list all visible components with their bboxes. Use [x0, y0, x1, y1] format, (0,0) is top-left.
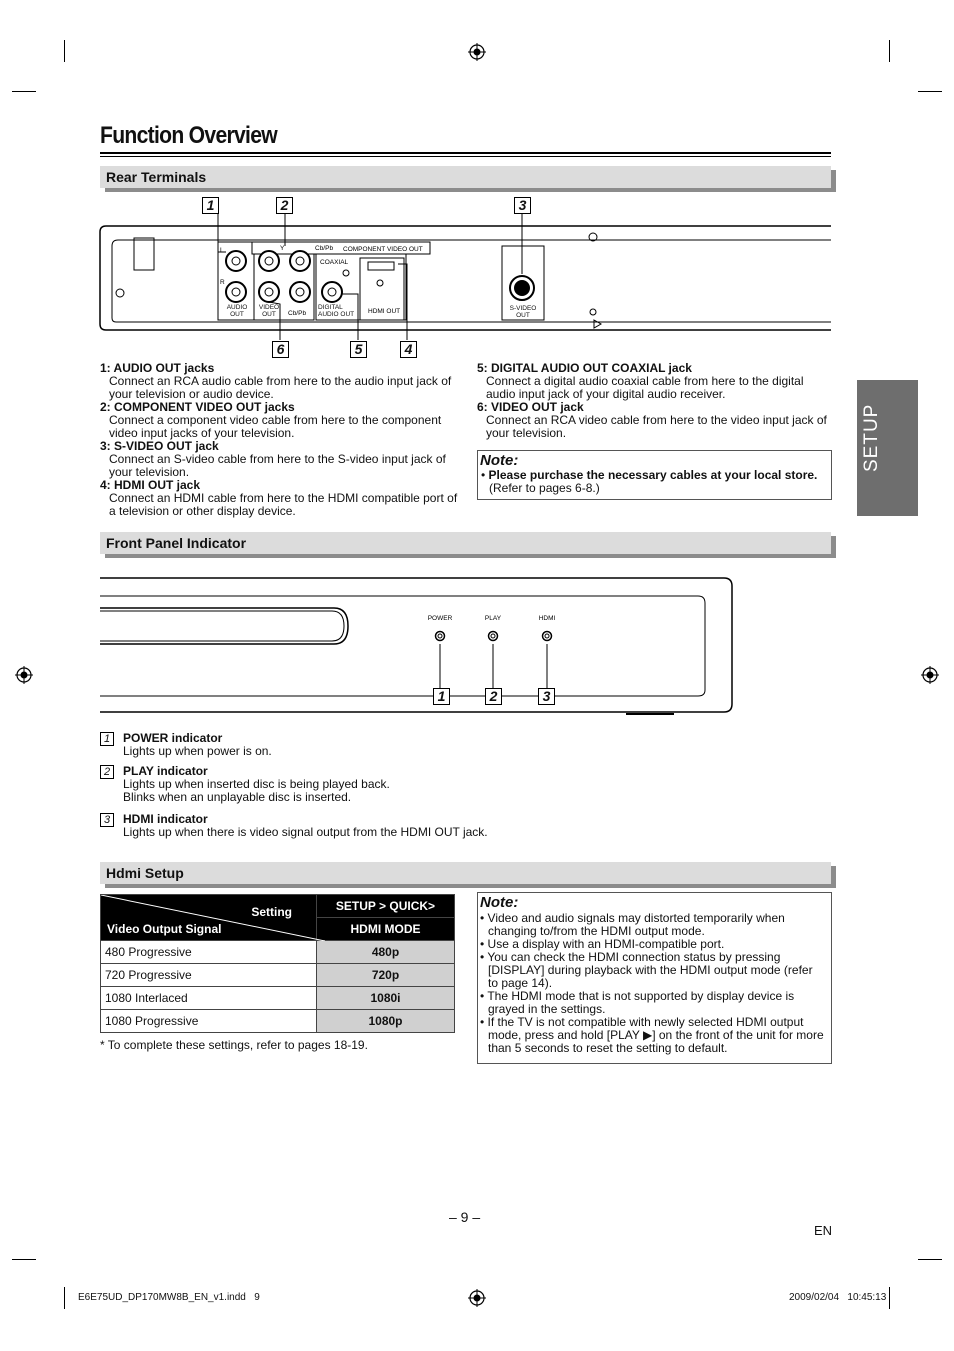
header-setting: Setting [251, 905, 292, 919]
item-line: Blinks when an unplayable disc is inserted. [123, 790, 352, 804]
item-title: 3: S-VIDEO OUT jack [100, 439, 219, 453]
title-rule [100, 152, 831, 154]
note-item: You can check the HDMI connection status by pressing [DISPLAY] during playback with the HDMI output mode (refer to page 14). [487, 950, 813, 990]
callout-number: 2 [485, 688, 502, 705]
item-title: 2: COMPONENT VIDEO OUT jacks [100, 400, 295, 414]
crop-mark [889, 40, 890, 62]
item-title: 5: DIGITAL AUDIO OUT COAXIAL jack [477, 361, 692, 375]
callout-number: 6 [272, 341, 289, 358]
label-coaxial: COAXIAL [320, 259, 349, 266]
registration-mark-icon [468, 43, 486, 61]
cell-mode: 720p [317, 964, 455, 987]
note-bold: Please purchase the necessary cables at your local store. [488, 468, 818, 482]
label-r: R [220, 279, 225, 286]
note-box: Note: • Please purchase the necessary cables at your local store. (Refer to pages 6-8.) [477, 450, 832, 500]
label-hdmi-out: HDMI OUT [368, 308, 401, 315]
label-cb-pb-bottom: Cb/Pb [288, 310, 307, 317]
callout-number: 3 [538, 688, 555, 705]
label-component-video-out: COMPONENT VIDEO OUT [343, 246, 423, 253]
page-number: – 9 – [449, 1209, 481, 1225]
crop-mark [918, 91, 942, 92]
item-line: Lights up when there is video signal output from the HDMI OUT jack. [123, 825, 488, 839]
note-title: Note: [480, 452, 519, 469]
section-heading-hdmi [100, 862, 831, 884]
front-panel-diagram [98, 574, 738, 719]
crop-mark [889, 1287, 890, 1309]
hdmi-setup-table [100, 894, 455, 1033]
cell-signal: 1080 Interlaced [101, 987, 317, 1010]
cell-signal: 720 Progressive [101, 964, 317, 987]
label-l: L [220, 247, 224, 254]
side-tab-label: SETUP [861, 403, 882, 472]
section-heading-label: Front Panel Indicator [106, 535, 247, 551]
table-footnote: * To complete these settings, refer to pages 18-19. [100, 1038, 368, 1052]
note-item: Use a display with an HDMI-compatible port. [487, 937, 725, 951]
header-mode: HDMI MODE [317, 918, 455, 941]
indicator-label: PLAY [484, 615, 502, 622]
item-title: POWER indicator [123, 731, 223, 745]
item-body: Connect a component video cable from here to the component video input jacks of your television. [109, 413, 442, 440]
callout-number: 1 [202, 197, 219, 214]
section-heading-label: Hdmi Setup [106, 865, 184, 881]
table-row [101, 1010, 455, 1033]
item-line: Lights up when power is on. [123, 744, 272, 758]
cell-signal: 1080 Progressive [101, 1010, 317, 1033]
registration-mark-icon [468, 1289, 486, 1307]
footer-date: 2009/02/04 10:45:13 [789, 1292, 887, 1303]
cell-mode: 1080i [317, 987, 455, 1010]
header-path: SETUP > QUICK> [317, 895, 455, 918]
item-number: 1 [100, 732, 114, 746]
item-body: Connect a digital audio coaxial cable from here to the digital audio input jack of your digital audio receiver. [486, 374, 804, 401]
front-item [123, 765, 623, 804]
table-row [101, 987, 455, 1010]
label-s-video-out: S-VIDEO OUT [509, 305, 537, 319]
language-code: EN [814, 1223, 833, 1238]
item-line: Lights up when inserted disc is being played back. [123, 777, 390, 791]
rear-panel-diagram [98, 194, 834, 360]
crop-mark [918, 1259, 942, 1260]
page-title: Function Overview [100, 122, 277, 149]
table-row [101, 941, 455, 964]
registration-mark-icon [921, 666, 939, 684]
callout-number: 3 [514, 197, 531, 214]
label-y: Y [280, 245, 285, 252]
label-cb-pb-top: Cb/Pb [315, 245, 334, 252]
note-ref: (Refer to pages 6-8.) [489, 481, 600, 495]
table-row [101, 964, 455, 987]
item-title: 4: HDMI OUT jack [100, 478, 201, 492]
crop-mark [12, 91, 36, 92]
table-corner-header [101, 895, 317, 941]
item-number: 3 [100, 813, 114, 827]
note-box: Note: • Video and audio signals may distorted temporarily when changing to/from the HDMI output mode. • Use a display with an HDMI-compatible port. • You can check the HDMI connection status by pressing [DISPLAY] during playback with the HDMI output mode (refer to page 14). • The HDMI mode that is not supported by display device is grayed in the settings. • If the TV is not compatible with newly selected HDMI output mode, press and hold [PLAY ▶] on the front of the unit for more than 5 seconds to reset the setting to default. [477, 892, 832, 1064]
item-title: 6: VIDEO OUT jack [477, 400, 584, 414]
indicator-label: HDMI [538, 615, 556, 622]
note-title: Note: [480, 894, 519, 911]
crop-mark [12, 1259, 36, 1260]
side-tab [857, 380, 918, 516]
header-signal: Video Output Signal [107, 922, 222, 936]
title-rule [100, 156, 831, 157]
crop-mark [64, 1287, 65, 1309]
rear-descriptions-left [100, 362, 460, 518]
cell-mode: 480p [317, 941, 455, 964]
front-item [123, 813, 623, 839]
callout-number: 5 [350, 341, 367, 358]
crop-mark [64, 40, 65, 62]
note-item: The HDMI mode that is not supported by display device is grayed in the settings. [487, 989, 795, 1016]
callout-number: 4 [400, 341, 417, 358]
item-body: Connect an HDMI cable from here to the HDMI compatible port of a television or other display device. [109, 491, 458, 518]
indicator-label: POWER [427, 615, 453, 622]
section-heading-label: Rear Terminals [106, 169, 207, 185]
label-video-out: VIDEO OUT [258, 304, 280, 318]
item-number: 2 [100, 765, 114, 779]
item-body: Connect an RCA audio cable from here to the audio input jack of your television or audio device. [109, 374, 452, 401]
front-item [123, 732, 623, 758]
cell-mode: 1080p [317, 1010, 455, 1033]
item-title: PLAY indicator [123, 764, 208, 778]
note-item: Video and audio signals may distorted temporarily when changing to/from the HDMI output mode. [487, 911, 785, 938]
item-title: 1: AUDIO OUT jacks [100, 361, 215, 375]
item-body: Connect an S-video cable from here to the S-video input jack of your television. [109, 452, 446, 479]
item-title: HDMI indicator [123, 812, 208, 826]
label-audio-out: AUDIO OUT [226, 304, 248, 318]
label-digital-audio-out: DIGITAL AUDIO OUT [318, 304, 355, 318]
registration-mark-icon [15, 666, 33, 684]
section-heading-front [100, 532, 831, 554]
footer-file: E6E75UD_DP170MW8B_EN_v1.indd 9 [78, 1292, 260, 1303]
rear-descriptions-right [477, 362, 833, 440]
cell-signal: 480 Progressive [101, 941, 317, 964]
note-item: If the TV is not compatible with newly selected HDMI output mode, press and hold [PLAY ▶] on the front of the unit for more than 5 seconds to reset the setting to default. [487, 1015, 824, 1055]
section-heading-rear [100, 166, 831, 188]
callout-number: 1 [433, 688, 450, 705]
item-body: Connect an RCA video cable from here to the video input jack of your television. [486, 413, 827, 440]
callout-number: 2 [276, 197, 293, 214]
